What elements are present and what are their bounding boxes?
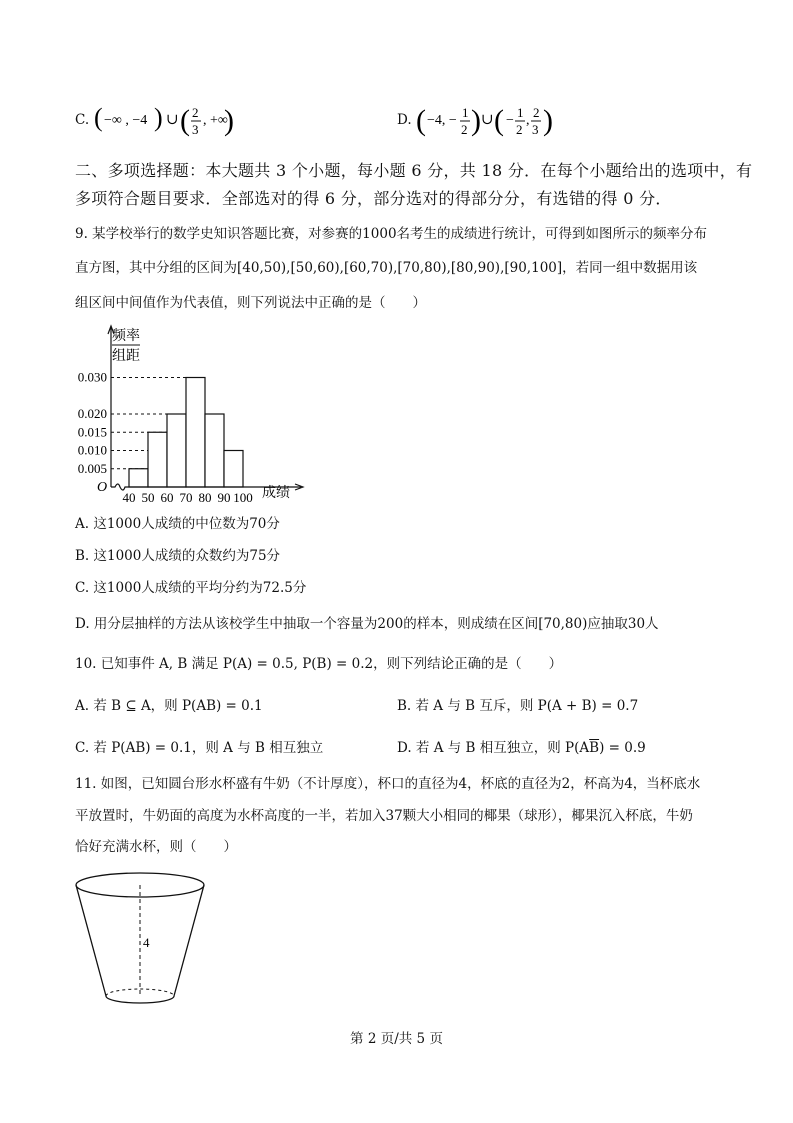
- svg-text:∪: ∪: [481, 112, 494, 128]
- svg-text:(: (: [416, 104, 426, 137]
- q8-option-c: [75, 112, 89, 128]
- histogram-bar: [186, 378, 205, 488]
- y-tick-label: 0.030: [77, 369, 107, 385]
- svg-text:2: 2: [516, 122, 523, 137]
- q11-stem-line-2: 平放置时，牛奶面的高度为水杯高度的一半，若加入37颗大小相同的椰果（球形），椰果沉入杯底，牛奶: [75, 808, 693, 824]
- svg-text:(: (: [494, 104, 504, 137]
- svg-text:2: 2: [192, 105, 199, 120]
- svg-text:2: 2: [533, 105, 540, 120]
- histogram-bar: [224, 451, 243, 488]
- q11-stem-line-1: 11. 如图，已知圆台形水杯盛有牛奶（不计厚度），杯口的直径为4，杯底的直径为2，杯高为4，当杯底水: [75, 776, 701, 792]
- svg-text:): ): [154, 103, 163, 132]
- y-tick-label: 0.020: [77, 406, 107, 421]
- svg-text:): ): [543, 104, 553, 137]
- origin-label: O: [97, 480, 108, 495]
- svg-text:3: 3: [192, 122, 199, 137]
- svg-text:−: −: [506, 113, 514, 128]
- svg-text:2: 2: [461, 122, 468, 137]
- q10-stem: 10. 已知事件 A, B 满足 P(A) = 0.5, P(B) = 0.2，则下列结论正确的是（ ）: [75, 656, 563, 672]
- q9-option-b: B. 这1000人成绩的众数约为75分: [75, 548, 281, 564]
- x-tick-label: 90: [217, 490, 231, 505]
- svg-text:1: 1: [517, 105, 524, 120]
- x-tick-label: 60: [160, 490, 174, 505]
- y-tick-label: 0.005: [77, 460, 107, 476]
- q8-option-c-expression: [92, 100, 232, 140]
- q8-option-d: [397, 112, 412, 128]
- x-tick-label: 80: [198, 490, 212, 505]
- svg-text:∪: ∪: [166, 112, 179, 128]
- svg-text:−4, −: −4, −: [427, 113, 457, 128]
- y-axis-label-bottom: 组距: [112, 349, 140, 364]
- q10-option-d: D. 若 A 与 B 相互独立，则 $P(A\overline{B}) = 0.9$: [397, 740, 646, 756]
- histogram-bar: [167, 414, 186, 487]
- q9-stem-line-3: 组区间中间值作为代表值，则下列说法中正确的是（ ）: [75, 295, 426, 311]
- svg-text:): ): [471, 104, 481, 137]
- y-axis-label-top: 频率: [112, 329, 140, 344]
- svg-text:3: 3: [532, 122, 539, 137]
- option-label: C.: [75, 112, 90, 128]
- q9-option-d: D. 用分层抽样的方法从该校学生中抽取一个容量为200的样本，则成绩在区间[70,80)应抽取30人: [75, 616, 659, 632]
- frequency-histogram: [70, 320, 310, 505]
- svg-text:1: 1: [462, 105, 469, 120]
- x-tick-label: 50: [141, 490, 155, 505]
- q10-option-c: C. 若 P(AB) = 0.1，则 A 与 B 相互独立: [75, 740, 324, 756]
- cup-bottom-front: [106, 996, 174, 1003]
- svg-text:−∞ , −4: −∞ , −4: [104, 113, 148, 128]
- x-tick-label: 40: [122, 490, 136, 505]
- svg-text:(: (: [180, 104, 190, 137]
- cup-height-label: 4: [143, 935, 150, 950]
- cup-right-side: [174, 885, 204, 996]
- q9-stem-line-1: 9. 某学校举行的数学史知识答题比赛，对参赛的1000名考生的成绩进行统计，可得到如图所示的频率分布: [75, 226, 708, 242]
- q9-stem-line-2: 直方图，其中分组的区间为[40,50),[50,60),[60,70),[70,80),[80,90),[90,100]，若同一组中数据用该: [75, 260, 698, 276]
- option-label: D.: [397, 112, 412, 128]
- x-tick-label: 100: [233, 490, 253, 505]
- complement-b: $\overline{B}$: [589, 740, 600, 756]
- q11-stem-line-3: 恰好充满水杯，则（ ）: [75, 839, 237, 855]
- q9-option-c: C. 这1000人成绩的平均分约为72.5分: [75, 580, 307, 596]
- x-axis-label: 成绩: [262, 486, 290, 501]
- histogram-bar: [205, 414, 224, 487]
- section-heading-line-1: 二、多项选择题：本大题共 3 个小题，每小题 6 分，共 18 分．在每个小题给出的选项中，有: [75, 161, 753, 180]
- svg-text:(: (: [94, 103, 103, 132]
- y-tick-label: 0.010: [77, 442, 107, 458]
- histogram-bar: [148, 432, 167, 487]
- y-tick-label: 0.015: [77, 424, 107, 440]
- section-heading-line-2: 多项符合题目要求．全部选对的得 6 分，部分选对的得部分分，有选错的得 0 分．: [75, 189, 672, 208]
- histogram-bar: [129, 469, 148, 487]
- svg-text:): ): [224, 104, 234, 137]
- q10-option-a: A. 若 B ⊆ A，则 P(AB) = 0.1: [75, 698, 263, 714]
- x-tick-label: 70: [179, 490, 193, 505]
- cup-figure: [70, 868, 220, 1018]
- svg-text:,: ,: [526, 113, 530, 128]
- svg-text:, +∞: , +∞: [203, 113, 228, 128]
- q8-option-d-expression: [414, 100, 554, 140]
- q9-option-a: A. 这1000人成绩的中位数为70分: [75, 516, 280, 532]
- page-footer: 第 2 页/共 5 页: [350, 1031, 443, 1047]
- cup-left-side: [76, 885, 106, 996]
- q10-option-b: B. 若 A 与 B 互斥，则 P(A + B) = 0.7: [397, 698, 639, 714]
